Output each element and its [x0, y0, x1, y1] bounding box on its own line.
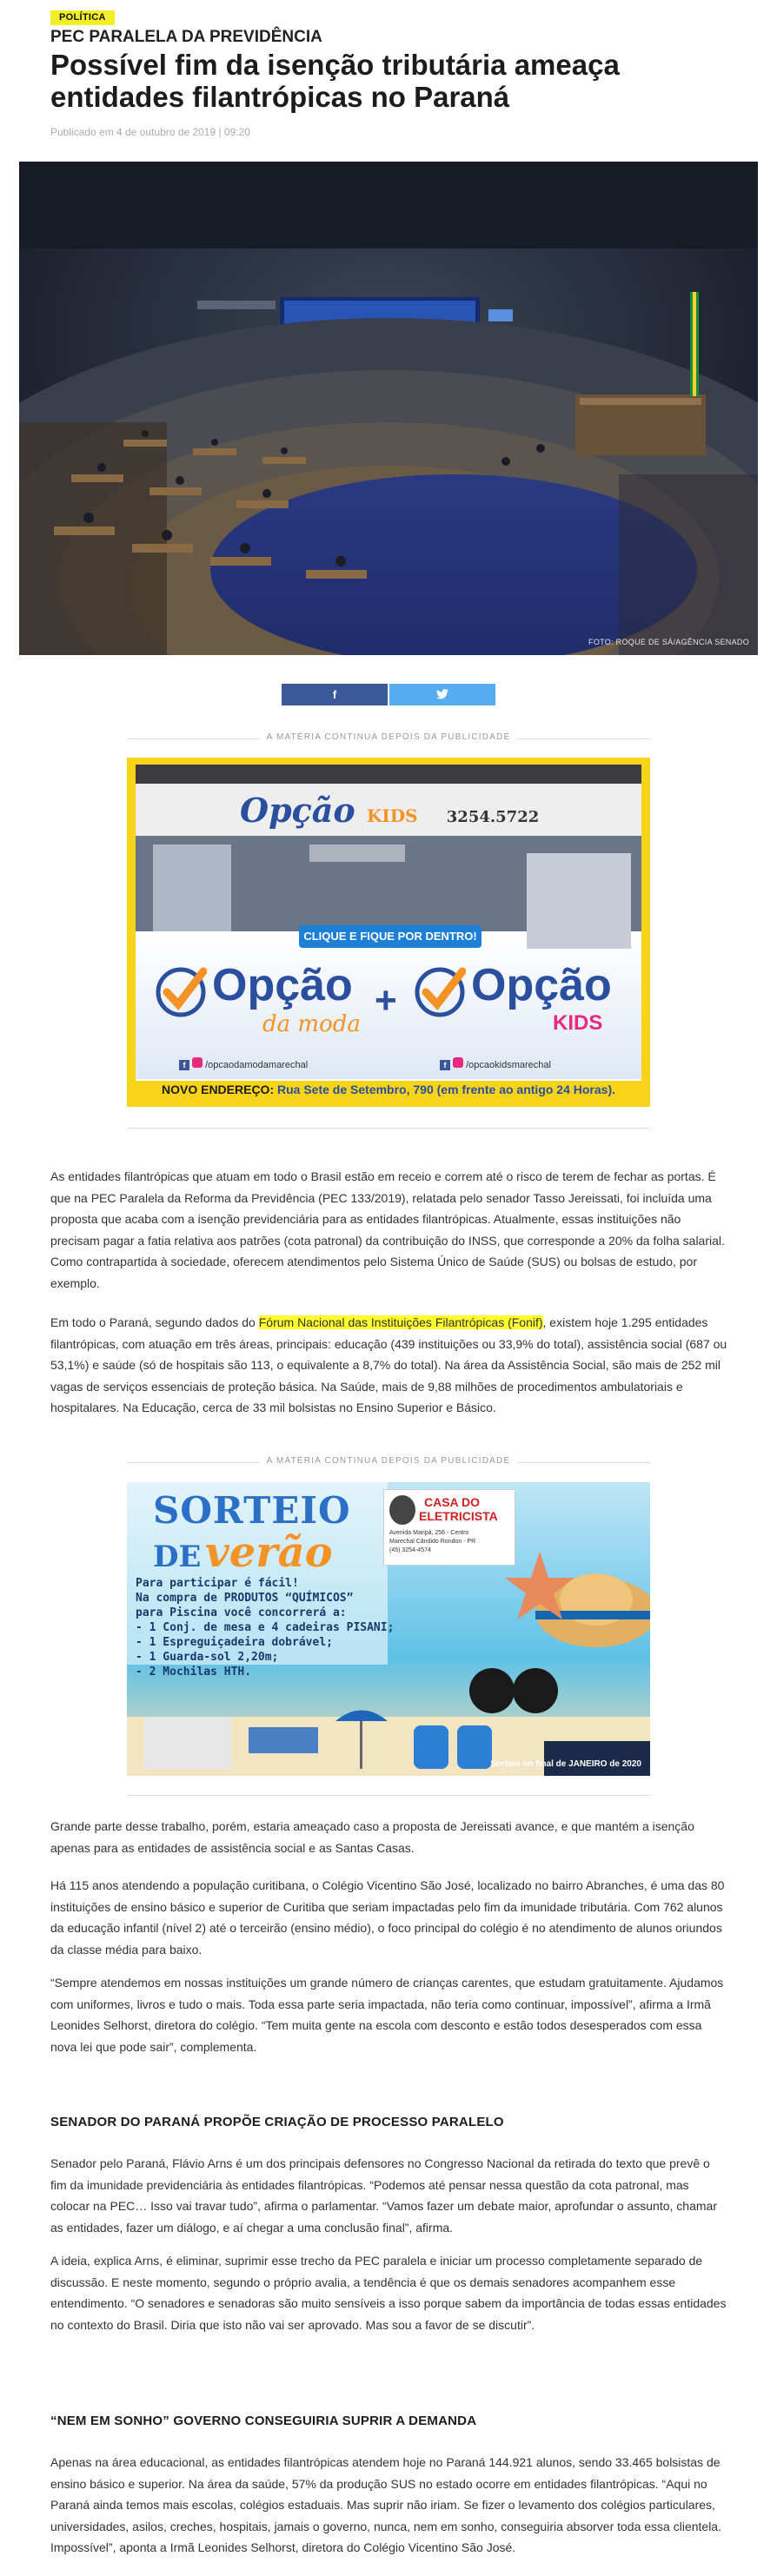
cta-button[interactable]: CLIQUE E FIQUE POR DENTRO!: [299, 925, 481, 948]
facebook-icon: f: [440, 1060, 450, 1070]
twitter-share-button[interactable]: [389, 684, 495, 705]
section-heading-nem-em-sonho: “NEM EM SONHO” GOVERNO CONSEGUIRIA SUPRIR A DEMANDA: [50, 2414, 477, 2428]
raffle-title: SORTEIO DE verão: [153, 1489, 351, 1577]
new-address: NOVO ENDEREÇO: Rua Sete de Setembro, 790 (em frente ao antigo 24 Horas).: [161, 1083, 616, 1096]
paragraph-quote-selhorst: “Sempre atendemos em nossas instituições um grande número de crianças carentes, que estudam gratuitamente. Ajudamos com uniformes, livros e tudo o mais. Toda essa parte seria impactada, não teria como continuar, impossível”, afirma a Irmã Leonides Selhorst, diretora do colégio. “Tem muita gente na escola com desconto e estão todos desesperados com essa nova lei que pode sair”, complementa.: [50, 1976, 724, 2054]
paragraph-vicentino: Há 115 anos atendendo a população curitibana, o Colégio Vicentino São José, localizado no bairro Abranches, é uma das 80 instituições de ensino básico e superior de Curitiba que seriam impactadas pelo fim da imunidade tributária. Com 762 alunos da educação infantil (nível 2) até o terceirão (ensino médio), o foco principal do colégio é no atendimento de alunos oriundos da classe média para baixo.: [50, 1878, 725, 1957]
ad-notice: A MATÉRIA CONTINUA DEPOIS DA PUBLICIDADE: [127, 732, 650, 742]
paragraph-fonif-data: Em todo o Paraná, segundo dados do Fórum Nacional das Instituições Filantrópicas (Fonif), existem hoje 1.295 entidades filantrópicas, com atuação em três áreas, principais: educação (439 instituições ou 33,9% do total), assistência social (687 ou 53,1%) e saúde (só de hospitais são 113, o equivalente a 8,7% do total). Na área da Assistência Social, são mais de 252 mil vagas de serviços essenciais de proteção básica. Na Saúde, mais de 9,88 milhões de procedimentos ambulatoriais e hospitalares. Na Educação, cerca de 33 mil bolsistas no Ensino Superior e Básico.: [50, 1315, 727, 1415]
hero-photo: [19, 162, 758, 655]
article-kicker: PEC PARALELA DA PREVIDÊNCIA: [50, 28, 322, 46]
photo-credit: FOTO: ROQUE DE SÁ/AGÊNCIA SENADO: [588, 638, 749, 646]
store-logo: CASA DO ELETRICISTA Avenida Maripá, 256 - Centro Marechal Cândido Rondon - PR (45) 3254-4574: [383, 1489, 515, 1566]
social-handle-moda[interactable]: f /opcaodamodamarechal: [179, 1057, 308, 1070]
checkmark-icon: [414, 966, 466, 1018]
ad-banner-sorteio-verao[interactable]: [127, 1482, 650, 1776]
senate-plenary-image: [19, 162, 758, 655]
instagram-icon: [453, 1057, 463, 1068]
raffle-details: Para participar é fácil! Na compra de PRODUTOS “QUÍMICOS” para Piscina você concorrerá a: - 1 Conj. de mesa e 4 cadeiras PISANI; - 1 Espreguiçadeira dobrável; - 1 Guarda-sol 2,20m; - 2 Mochilas HTH.: [136, 1577, 395, 1679]
twitter-icon: [436, 688, 448, 701]
plus-sign: +: [375, 979, 397, 1022]
logo-opcao-da-moda: Opção da moda: [155, 959, 372, 1055]
checkmark-icon: [155, 966, 207, 1018]
paragraph-arns: Senador pelo Paraná, Flávio Arns é um dos principais defensores no Congresso Nacional da retirada do texto que prevê o fim da imunidade previdenciária às entidades filantrópicas. “Podemos até pensar nessa questão da cota patronal, mas colocar na PEC… Isso vai travar tudo”, afirma o parlamentar. “Vamos fazer um debate maior, aprofundar o assunto, chamar as entidades, fazer um diálogo, e aí chegar a uma conclusão final”, afirma.: [50, 2156, 717, 2235]
fonif-link[interactable]: Fórum Nacional das Instituições Filantrópicas (Fonif): [258, 1315, 543, 1329]
facebook-icon: f: [332, 688, 337, 701]
logo-opcao-kids: Opção KIDS: [414, 959, 640, 1055]
ad-banner-opcao[interactable]: [127, 758, 650, 1107]
electrician-icon: [389, 1495, 415, 1525]
paragraph-demand: Apenas na área educacional, as entidades filantrópicas atendem hoje no Paraná 144.921 alunos, sendo 33.465 bolsistas de ensino básico e superior. Na área da saúde, 57% da produção SUS no estado ocorre em entidades filantrópicas. “Aqui no Paraná ainda temos mais escolas, colégios estaduais. Mas suprir não iriam. Se fizer o levamento dos colégios particulares, universidades, asilos, creches, hospitais, jamais o governo, nunca, nem em sonho, conseguiria absorver toda essa clientela. Impossível”, aponta a Irmã Leonides Selhorst, diretora do Colégio Vicentino São José.: [50, 2455, 721, 2555]
ad-divider: [127, 1795, 650, 1796]
article-title: Possível fim da isenção tributária ameaça entidades filantrópicas no Paraná: [50, 49, 620, 113]
paragraph-intro: As entidades filantrópicas que atuam em todo o Brasil estão em receio e correm até o risco de terem de fechar as portas. É que na PEC Paralela da Reforma da Previdência (PEC 133/2019), relatada pelo senador Tasso Jereissati, foi incluída uma proposta que acaba com a isenção previdenciária para as entidades filantrópicas. Atualmente, essas instituições não precisam pagar a fatia relativa aos patrões (cota patronal) da contribuição do INSS, que corresponde a 20% da folha salarial. Como contrapartida à sociedade, oferecem atendimentos pelo Sistema Único de Saúde (SUS) ou bolsas de estudo, por exemplo.: [50, 1169, 725, 1290]
facebook-icon: f: [179, 1060, 189, 1070]
publish-date: Publicado em 4 de outubro de 2019 | 09:20: [50, 126, 250, 138]
section-heading-senador: SENADOR DO PARANÁ PROPÕE CRIAÇÃO DE PROCESSO PARALELO: [50, 2115, 504, 2129]
store-sign: Opção KIDS 3254.5722: [240, 791, 540, 830]
paragraph-arns-idea: A ideia, explica Arns, é eliminar, suprimir esse trecho da PEC paralela e iniciar um processo completamente separado de discussão. E neste momento, segundo o próprio avalia, a tendência é que os demais senadores acompanhem esse entendimento. “O senadores e senadoras são muito sensíveis a isso porque sabem da importância de todas essas entidades no contexto do Brasil. Diria que isto não vai ser aprovado. Mas sou a favor de se discutir”.: [50, 2254, 727, 2332]
paragraph-threat: Grande parte desse trabalho, porém, estaria ameaçado caso a proposta de Jereissati avance, e que mantém a isenção apenas para as entidades de assistência social e as Santas Casas.: [50, 1819, 694, 1855]
ad-notice: A MATÉRIA CONTINUA DEPOIS DA PUBLICIDADE: [127, 1456, 650, 1466]
ad-divider: [127, 1128, 650, 1129]
draw-date-note: Sorteio no final de JANEIRO de 2020: [490, 1759, 641, 1769]
instagram-icon: [192, 1057, 203, 1068]
facebook-share-button[interactable]: [282, 684, 388, 705]
category-tag[interactable]: POLÍTICA: [50, 10, 115, 25]
social-handle-kids[interactable]: f /opcaokidsmarechal: [440, 1057, 551, 1070]
